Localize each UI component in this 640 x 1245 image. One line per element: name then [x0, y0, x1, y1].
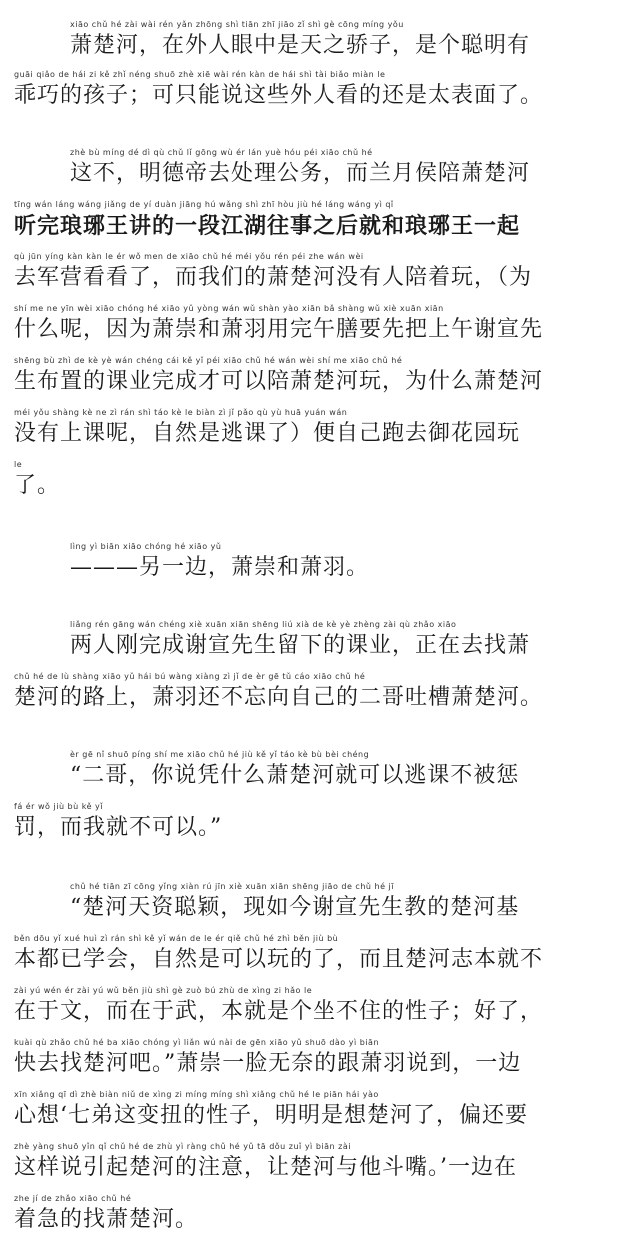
text-line — [0, 1088, 640, 1132]
chinese-text: 楚河的路上，萧羽还不忘向自己的二哥吐槽萧楚河。 — [14, 685, 544, 710]
text-line — [0, 800, 640, 844]
text-line — [0, 670, 640, 714]
pinyin: běn dōu yǐ xué huì zì rán shì kě yǐ wán de le ér qiě chǔ hé zhì běn jiù bù — [14, 934, 339, 943]
text-line — [0, 354, 640, 398]
chinese-text: 两人刚完成谢宣先生留下的课业，正在去找萧 — [70, 633, 531, 658]
text-line — [0, 984, 640, 1028]
pinyin: kuài qù zhǎo chǔ hé ba xiāo chóng yì liǎn wú nài de gēn xiāo yǔ shuō dào yì biān — [14, 1038, 380, 1047]
pinyin: lìng yì biān xiāo chóng hé xiāo yǔ — [70, 542, 222, 551]
pinyin: méi yǒu shàng kè ne zì rán shì táo kè le biàn zì jǐ pǎo qù yù huā yuán wán — [14, 408, 348, 417]
chinese-text: 本都已学会，自然是可以玩的了，而且楚河志本就不 — [14, 947, 544, 972]
chinese-text: 了。 — [14, 473, 61, 498]
chinese-text: ———另一边，萧崇和萧羽。 — [70, 555, 370, 580]
chinese-text: 着急的找萧楚河。 — [14, 1207, 199, 1232]
pinyin: shí me ne yīn wèi xiāo chóng hé xiāo yǔ yòng wán wǔ shàn yào xiān bǎ shàng wǔ xiè xuān xiān — [14, 304, 444, 313]
chinese-text: 没有上课呢，自然是逃课了）便自己跑去御花园玩 — [14, 421, 521, 446]
text-line — [0, 880, 640, 924]
text-line — [0, 198, 640, 242]
pinyin: zhè bù míng dé dì qù chǔ lǐ gōng wù ér lán yuè hóu péi xiāo chǔ hé — [70, 148, 373, 157]
pinyin: liǎng rén gāng wán chéng xiè xuān xiān shēng liú xià de kè yè zhèng zài qù zhǎo xiāo — [70, 620, 457, 629]
text-line — [0, 1140, 640, 1184]
chinese-text: “楚河天资聪颖，现如今谢宣先生教的楚河基 — [70, 895, 520, 920]
pinyin: fá ér wǒ jiù bù kě yǐ — [14, 802, 104, 811]
chinese-text: 罚，而我就不可以。” — [14, 815, 223, 840]
pinyin: shēng bù zhì de kè yè wán chéng cái kě yǐ péi xiāo chǔ hé wán wèi shí me xiāo chǔ hé — [14, 356, 403, 365]
pinyin: zhe jí de zhǎo xiāo chǔ hé — [14, 1194, 132, 1203]
text-line — [0, 932, 640, 976]
chinese-text: 听完琅琊王讲的一段江湖往事之后就和琅琊王一起 — [14, 213, 521, 239]
chinese-text: 快去找楚河吧。”萧崇一脸无奈的跟萧羽说到，一边 — [14, 1051, 522, 1076]
text-line — [0, 618, 640, 662]
pinyin: qù jūn yíng kàn kàn le ér wǒ men de xiāo chǔ hé méi yǒu rén péi zhe wán wèi — [14, 252, 364, 261]
pinyin: chǔ hé tiān zī cōng yǐng xiàn rú jīn xiè xuān xiān shēng jiāo de chǔ hé jī — [70, 882, 394, 891]
pinyin: tīng wán láng wáng jiǎng de yí duàn jiāng hú wǎng shì zhī hòu jiù hé láng wáng yì qǐ — [14, 200, 394, 209]
pinyin: èr gē nǐ shuō píng shí me xiāo chǔ hé jiù kě yǐ táo kè bù bèi chéng — [70, 750, 370, 759]
chinese-text: 这不，明德帝去处理公务，而兰月侯陪萧楚河 — [70, 161, 531, 186]
chinese-text: 什么呢，因为萧崇和萧羽用完午膳要先把上午谢宣先 — [14, 317, 544, 342]
pinyin: xīn xiǎng qī dì zhè biàn niǔ de xìng zi míng míng shì xiǎng chǔ hé le piān hái yào — [14, 1090, 379, 1099]
pinyin: chǔ hé de lù shàng xiāo yǔ hái bú wàng xiàng zì jǐ de èr gē tǔ cáo xiāo chǔ hé — [14, 672, 366, 681]
text-line — [0, 302, 640, 346]
text-line — [0, 68, 640, 112]
text-line — [0, 540, 640, 584]
pinyin: guāi qiǎo de hái zi kě zhǐ néng shuō zhè xiē wài rén kàn de hái shì tài biǎo miàn le — [14, 70, 386, 79]
chinese-text: “二哥，你说凭什么萧楚河就可以逃课不被惩 — [70, 763, 520, 788]
text-line — [0, 18, 640, 62]
chinese-text: 去军营看看了，而我们的萧楚河没有人陪着玩，（为 — [14, 265, 533, 290]
text-line — [0, 748, 640, 792]
chinese-text: 生布置的课业完成才可以陪萧楚河玩，为什么萧楚河 — [14, 369, 544, 394]
pinyin: zài yú wén ér zài yú wǔ běn jiù shì gè zuò bú zhù de xìng zi hǎo le — [14, 986, 313, 995]
pinyin: zhè yàng shuō yǐn qǐ chǔ hé de zhù yì ràng chǔ hé yǔ tā dǒu zuǐ yì biān zài — [14, 1142, 351, 1151]
chinese-text: 萧楚河，在外人眼中是天之骄子，是个聪明有 — [70, 33, 531, 58]
text-line — [0, 250, 640, 294]
chinese-text: 在于文，而在于武，本就是个坐不住的性子；好了， — [14, 999, 544, 1024]
text-line — [0, 458, 640, 502]
pinyin: xiāo chǔ hé zài wài rén yǎn zhōng shì tiān zhī jiāo zǐ shì gè cōng míng yǒu — [70, 20, 404, 29]
pinyin: le — [14, 460, 23, 469]
text-line — [0, 406, 640, 450]
chinese-text: 心想‘七弟这变扭的性子，明明是想楚河了，偏还要 — [14, 1103, 528, 1128]
text-line — [0, 146, 640, 190]
chinese-text: 这样说引起楚河的注意，让楚河与他斗嘴。’一边在 — [14, 1155, 517, 1180]
text-line — [0, 1192, 640, 1236]
chinese-text: 乖巧的孩子；可只能说这些外人看的还是太表面了。 — [14, 83, 544, 108]
text-line — [0, 1036, 640, 1080]
